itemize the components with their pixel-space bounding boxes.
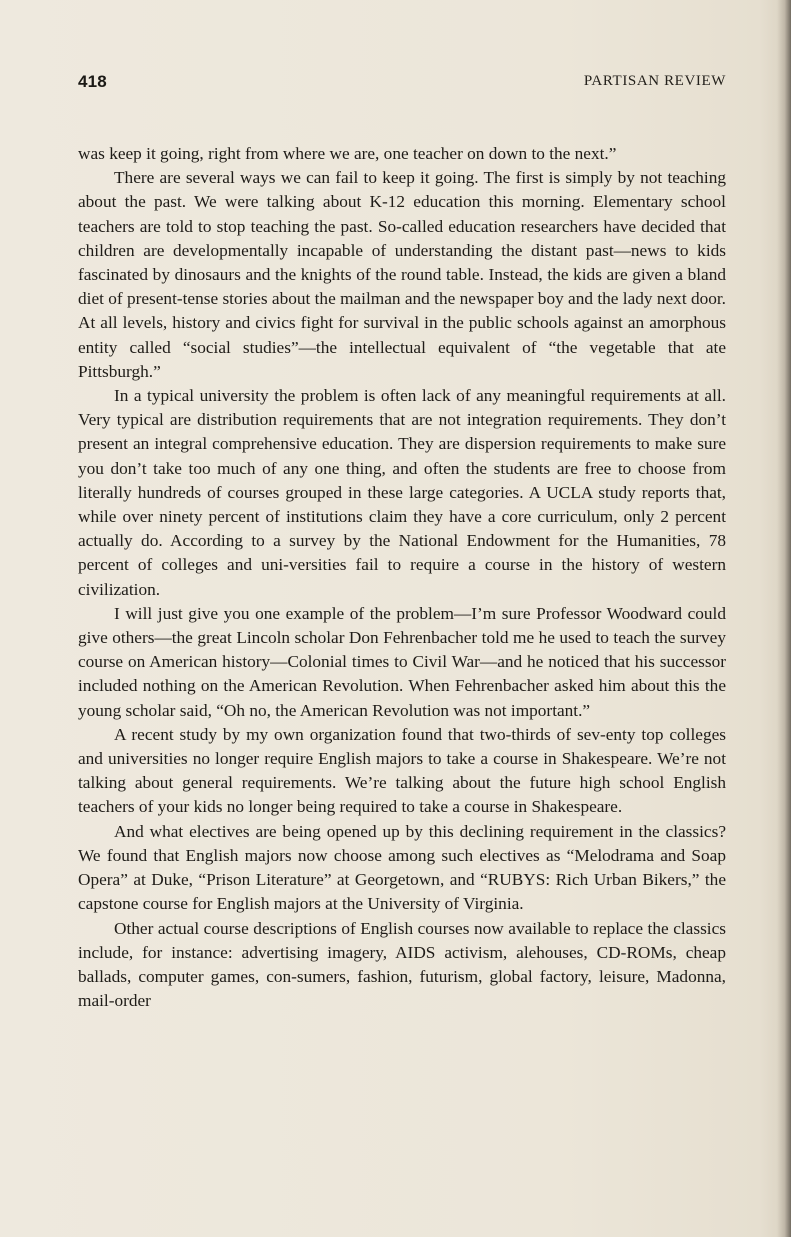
running-head: PARTISAN REVIEW [583, 73, 726, 89]
body-text [78, 142, 726, 1013]
paragraph: Other actual course descriptions of English courses now available to replace the classics include, for instance: advertising imagery, AIDS activism, alehouses, CD-ROMs, cheap ballads, computer games, con-sumers, fashion, futurism, global factory, leisure, Madonna, mail-order [78, 918, 726, 1011]
page-header [78, 72, 726, 98]
paragraph: A recent study by my own organization found that two-thirds of sev-enty top colleges and universities no longer require English majors to take a course in Shakespeare. We’re not talking about general requirements. We’re talking about the future high school English teachers of your kids no longer being required to take a course in Shakespeare. [78, 724, 726, 817]
paragraph: And what electives are being opened up by this declining requirement in the classics? We found that English majors now choose among such electives as “Melodrama and Soap Opera” at Duke, “Prison Literature” at Georgetown, and “RUBYS: Rich Urban Bikers,” the capstone course for English majors at the University of Virginia. [78, 821, 726, 914]
page-number: 418 [78, 72, 107, 91]
paragraph-continued: was keep it going, right from where we are, one teacher on down to the next.” [78, 144, 617, 163]
paragraph: In a typical university the problem is often lack of any meaningful requirements at all. Very typical are distribution requirements that are not integration requirements. They don’t present an integral comprehensive education. They are dispersion requirements to make sure you don’t take too much of any one thing, and often the students are free to choose from literally hundreds of courses grouped in these large categories. A UCLA study reports that, while over ninety percent of institutions claim they have a core curriculum, only 2 percent actually do. According to a survey by the National Endowment for the Humanities, 78 percent of colleges and uni-versities fail to require a course in the history of western civilization. [78, 386, 726, 599]
page-edge-shadow [777, 0, 791, 1237]
paragraph: There are several ways we can fail to keep it going. The first is simply by not teaching about the past. We were talking about K-12 education this morning. Elementary school teachers are told to stop teaching the past. So-called education researchers have decided that children are developmentally incapable of understanding the distant past—news to kids fascinated by dinosaurs and the knights of the round table. Instead, the kids are given a bland diet of present-tense stories about the mailman and the newspaper boy and the lady next door. At all levels, history and civics fight for survival in the public schools against an amorphous entity called “social studies”—the intellectual equivalent of “the vegetable that ate Pittsburgh.” [78, 168, 726, 381]
paragraph: I will just give you one example of the problem—I’m sure Professor Woodward could give others—the great Lincoln scholar Don Fehrenbacher told me he used to teach the survey course on American history—Colonial times to Civil War—and he noticed that his successor included nothing on the American Revolution. When Fehrenbacher asked him about this the young scholar said, “Oh no, the American Revolution was not important.” [78, 603, 726, 720]
